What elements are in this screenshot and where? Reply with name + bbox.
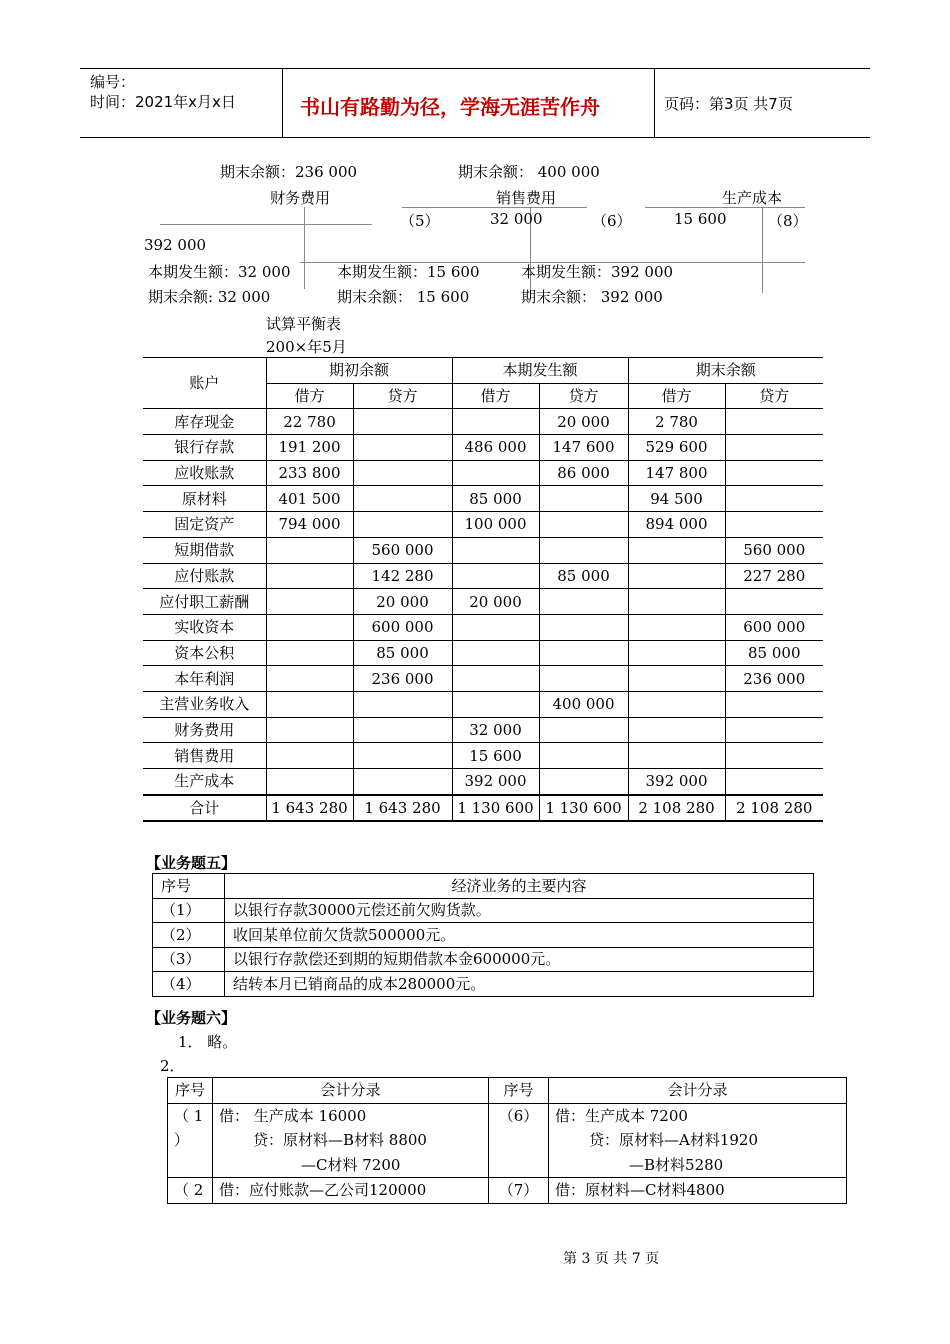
row-content: 结转本月已销商品的成本280000元。: [225, 972, 814, 997]
account-name: 本年利润: [143, 666, 266, 692]
table-row: [153, 947, 814, 972]
page-header: [80, 68, 870, 138]
amount-cell: 22 780: [266, 409, 353, 435]
amount-cell: 20 000: [353, 589, 452, 615]
amount-cell: [628, 666, 725, 692]
amount-cell: [452, 537, 539, 563]
table-row: [153, 898, 814, 923]
header-debit: 借方: [628, 383, 725, 409]
amount-cell: [628, 589, 725, 615]
amount-cell: 227 280: [725, 563, 823, 589]
header-credit: 贷方: [539, 383, 628, 409]
amount-cell: [628, 717, 725, 743]
amount-cell: 191 200: [266, 435, 353, 461]
amount-cell: [353, 435, 452, 461]
amount-cell: [539, 640, 628, 666]
header-period: 本期发生额: [452, 358, 628, 384]
account-name: 原材料: [143, 486, 266, 512]
amount-cell: [628, 640, 725, 666]
sales-period: 本期发生额：15 600: [337, 263, 480, 281]
amount-cell: [353, 409, 452, 435]
header-credit: 贷方: [353, 383, 452, 409]
table-row: [143, 563, 823, 589]
amount-cell: [452, 614, 539, 640]
amount-cell: [452, 666, 539, 692]
amount-cell: [539, 614, 628, 640]
amount-cell: [452, 409, 539, 435]
amount-cell: [452, 691, 539, 717]
amount-cell: 486 000: [452, 435, 539, 461]
amount-cell: [725, 589, 823, 615]
amount-cell: [266, 589, 353, 615]
account-name: 生产成本: [143, 769, 266, 795]
amount-cell: [452, 640, 539, 666]
t-balance-2: 期末余额： 400 000: [458, 163, 600, 181]
table-row: [143, 769, 823, 795]
amount-cell: 147 800: [628, 460, 725, 486]
amount-cell: 392 000: [628, 769, 725, 795]
account-name: 财务费用: [143, 717, 266, 743]
finance-cost-title: 财务费用: [270, 189, 331, 207]
amount-cell: 401 500: [266, 486, 353, 512]
amount-cell: 20 000: [539, 409, 628, 435]
amount-cell: [725, 717, 823, 743]
header-closing: 期末余额: [628, 358, 823, 384]
row-content: 以银行存款30000元偿还前欠购货款。: [225, 898, 814, 923]
doc-number-label: 编号：: [90, 73, 136, 91]
table-row: [143, 512, 823, 538]
table-row: [143, 435, 823, 461]
journal-col-entry: 会计分录: [213, 1078, 489, 1104]
row-content: 以银行存款偿还到期的短期借款本金600000元。: [225, 947, 814, 972]
amount-cell: [266, 563, 353, 589]
journal-entry: 借：应付账款—乙公司120000: [213, 1178, 489, 1204]
account-name: 银行存款: [143, 435, 266, 461]
amount-cell: 236 000: [725, 666, 823, 692]
amount-cell: 86 000: [539, 460, 628, 486]
amount-cell: [725, 460, 823, 486]
amount-cell: 94 500: [628, 486, 725, 512]
table-row: [143, 409, 823, 435]
amount-cell: 100 000: [452, 512, 539, 538]
amount-cell: [725, 435, 823, 461]
amount-cell: [266, 640, 353, 666]
table-row: [143, 743, 823, 769]
t-line: [160, 224, 372, 225]
amount-cell: [725, 691, 823, 717]
amount-cell: [539, 486, 628, 512]
production-cost-title: 生产成本: [722, 189, 783, 207]
amount-cell: [725, 512, 823, 538]
journal-no-line: ）: [174, 1131, 190, 1149]
amount-cell: 1 643 280: [266, 795, 353, 822]
amount-cell: [539, 589, 628, 615]
amount-cell: [452, 460, 539, 486]
amount-cell: [725, 486, 823, 512]
production-amount: 392 000: [144, 236, 207, 254]
amount-cell: [725, 743, 823, 769]
finance-balance: 期末余额: 32 000: [148, 288, 271, 306]
account-name: 应付职工薪酬: [143, 589, 266, 615]
account-name: 合计: [143, 795, 266, 822]
table-row: [143, 640, 823, 666]
amount-cell: [266, 769, 353, 795]
task6-item1: 1． 略。: [178, 1033, 238, 1051]
amount-cell: [539, 666, 628, 692]
finance-entry: （5）: [400, 212, 440, 230]
row-number: （4）: [153, 972, 225, 997]
t-line: [304, 207, 305, 289]
table-row: [143, 691, 823, 717]
journal-col-no: 序号: [168, 1078, 213, 1104]
trial-balance-table: [143, 357, 823, 822]
journal-entry: 借：原材料—C材料4800: [549, 1178, 847, 1204]
header-divider: [654, 69, 655, 137]
account-name: 库存现金: [143, 409, 266, 435]
account-name: 固定资产: [143, 512, 266, 538]
amount-cell: 85 000: [725, 640, 823, 666]
production-entry: （8）: [768, 212, 808, 230]
amount-cell: 85 000: [452, 486, 539, 512]
row-number: （3）: [153, 947, 225, 972]
journal-row-no: （7）: [489, 1178, 549, 1204]
t-balance-1: 期末余额：236 000: [220, 163, 358, 181]
amount-cell: [539, 743, 628, 769]
header-divider: [282, 69, 283, 137]
amount-cell: [266, 666, 353, 692]
table-row: [143, 589, 823, 615]
production-balance: 期末余额： 392 000: [521, 288, 663, 306]
amount-cell: 560 000: [725, 537, 823, 563]
doc-time-label: 时间：2021年x月x日: [90, 93, 236, 111]
amount-cell: [725, 409, 823, 435]
account-name: 主营业务收入: [143, 691, 266, 717]
journal-col-no: 序号: [489, 1078, 549, 1104]
header-credit: 贷方: [725, 383, 823, 409]
motto: 书山有路勤为径，学海无涯苦作舟: [300, 95, 600, 119]
amount-cell: 529 600: [628, 435, 725, 461]
task5-col-no: 序号: [153, 874, 225, 899]
row-number: （2）: [153, 923, 225, 948]
amount-cell: 1 130 600: [539, 795, 628, 822]
t-line: [402, 207, 587, 208]
amount-cell: 15 600: [452, 743, 539, 769]
amount-cell: [725, 769, 823, 795]
amount-cell: [628, 614, 725, 640]
amount-cell: [353, 460, 452, 486]
account-name: 资本公积: [143, 640, 266, 666]
task5-col-content: 经济业务的主要内容: [225, 874, 814, 899]
amount-cell: 794 000: [266, 512, 353, 538]
journal-entry: [213, 1103, 489, 1178]
amount-cell: [628, 691, 725, 717]
journal-no-line: （ 1: [174, 1106, 204, 1125]
journal-line: 借： 生产成本 16000: [219, 1106, 367, 1125]
amount-cell: 233 800: [266, 460, 353, 486]
amount-cell: 2 108 280: [725, 795, 823, 822]
amount-cell: [628, 743, 725, 769]
amount-cell: [266, 537, 353, 563]
trial-title: 试算平衡表: [266, 315, 342, 333]
amount-cell: 142 280: [353, 563, 452, 589]
page-code: 页码：第3页 共7页: [664, 95, 793, 113]
amount-cell: 85 000: [539, 563, 628, 589]
amount-cell: [353, 512, 452, 538]
sales-cost-title: 销售费用: [496, 189, 557, 207]
journal-row-no: [168, 1103, 213, 1178]
amount-cell: [266, 743, 353, 769]
finance-period: 本期发生额：32 000: [148, 263, 291, 281]
journal-col-entry: 会计分录: [549, 1078, 847, 1104]
journal-line: 贷：原材料—A材料1920: [589, 1131, 759, 1149]
amount-cell: 20 000: [452, 589, 539, 615]
amount-cell: 400 000: [539, 691, 628, 717]
amount-cell: [628, 563, 725, 589]
table-row: [143, 666, 823, 692]
journal-line: 借：生产成本 7200: [555, 1106, 688, 1125]
amount-cell: 32 000: [452, 717, 539, 743]
task6-item2: 2．: [160, 1057, 185, 1075]
amount-cell: [539, 512, 628, 538]
header-opening: 期初余额: [266, 358, 452, 384]
journal-line: 贷：原材料—B材料 8800: [253, 1131, 427, 1149]
table-row: [143, 614, 823, 640]
amount-cell: 894 000: [628, 512, 725, 538]
header-account: 账户: [143, 358, 266, 409]
journal-row-no: （ 2: [168, 1178, 213, 1204]
amount-cell: [353, 691, 452, 717]
trial-date: 200×年5月: [266, 338, 347, 356]
amount-cell: [353, 717, 452, 743]
amount-cell: [452, 563, 539, 589]
amount-cell: [266, 614, 353, 640]
amount-cell: [539, 769, 628, 795]
account-name: 应付账款: [143, 563, 266, 589]
amount-cell: [353, 743, 452, 769]
row-number: （1）: [153, 898, 225, 923]
amount-cell: [353, 486, 452, 512]
journal-row-no: （6）: [489, 1103, 549, 1178]
amount-cell: [539, 717, 628, 743]
t-line: [645, 207, 805, 208]
amount-cell: [353, 769, 452, 795]
amount-cell: 1 130 600: [452, 795, 539, 822]
table-row: [153, 972, 814, 997]
amount-cell: [628, 537, 725, 563]
account-name: 应收账款: [143, 460, 266, 486]
table-row: [143, 537, 823, 563]
header-debit: 借方: [266, 383, 353, 409]
amount-cell: [266, 717, 353, 743]
header-debit: 借方: [452, 383, 539, 409]
amount-cell: 2 780: [628, 409, 725, 435]
task6-title: 【业务题六】: [146, 1009, 237, 1027]
sales-entry: （6）: [592, 212, 632, 230]
finance-amount: 32 000: [490, 210, 543, 228]
journal-line: —C材料 7200: [301, 1155, 401, 1174]
page-footer: 第 3 页 共 7 页: [563, 1251, 660, 1267]
amount-cell: 236 000: [353, 666, 452, 692]
account-name: 销售费用: [143, 743, 266, 769]
journal-line: —B材料5280: [629, 1155, 724, 1174]
amount-cell: 2 108 280: [628, 795, 725, 822]
amount-cell: 560 000: [353, 537, 452, 563]
total-row: [143, 795, 823, 822]
table-row: [143, 486, 823, 512]
table-row: [143, 717, 823, 743]
account-name: 短期借款: [143, 537, 266, 563]
sales-balance: 期末余额： 15 600: [337, 288, 470, 306]
journal-entry: [549, 1103, 847, 1178]
amount-cell: 600 000: [353, 614, 452, 640]
journal-table: [167, 1077, 847, 1204]
amount-cell: 1 643 280: [353, 795, 452, 822]
amount-cell: 600 000: [725, 614, 823, 640]
amount-cell: 392 000: [452, 769, 539, 795]
amount-cell: 85 000: [353, 640, 452, 666]
account-name: 实收资本: [143, 614, 266, 640]
amount-cell: 147 600: [539, 435, 628, 461]
production-period: 本期发生额：392 000: [521, 263, 674, 281]
task5-table: [152, 873, 814, 997]
table-row: [143, 460, 823, 486]
row-content: 收回某单位前欠货款500000元。: [225, 923, 814, 948]
t-line: [762, 207, 763, 293]
sales-amount: 15 600: [674, 210, 727, 228]
amount-cell: [266, 691, 353, 717]
task5-title: 【业务题五】: [146, 854, 237, 872]
table-row: [153, 923, 814, 948]
amount-cell: [539, 537, 628, 563]
